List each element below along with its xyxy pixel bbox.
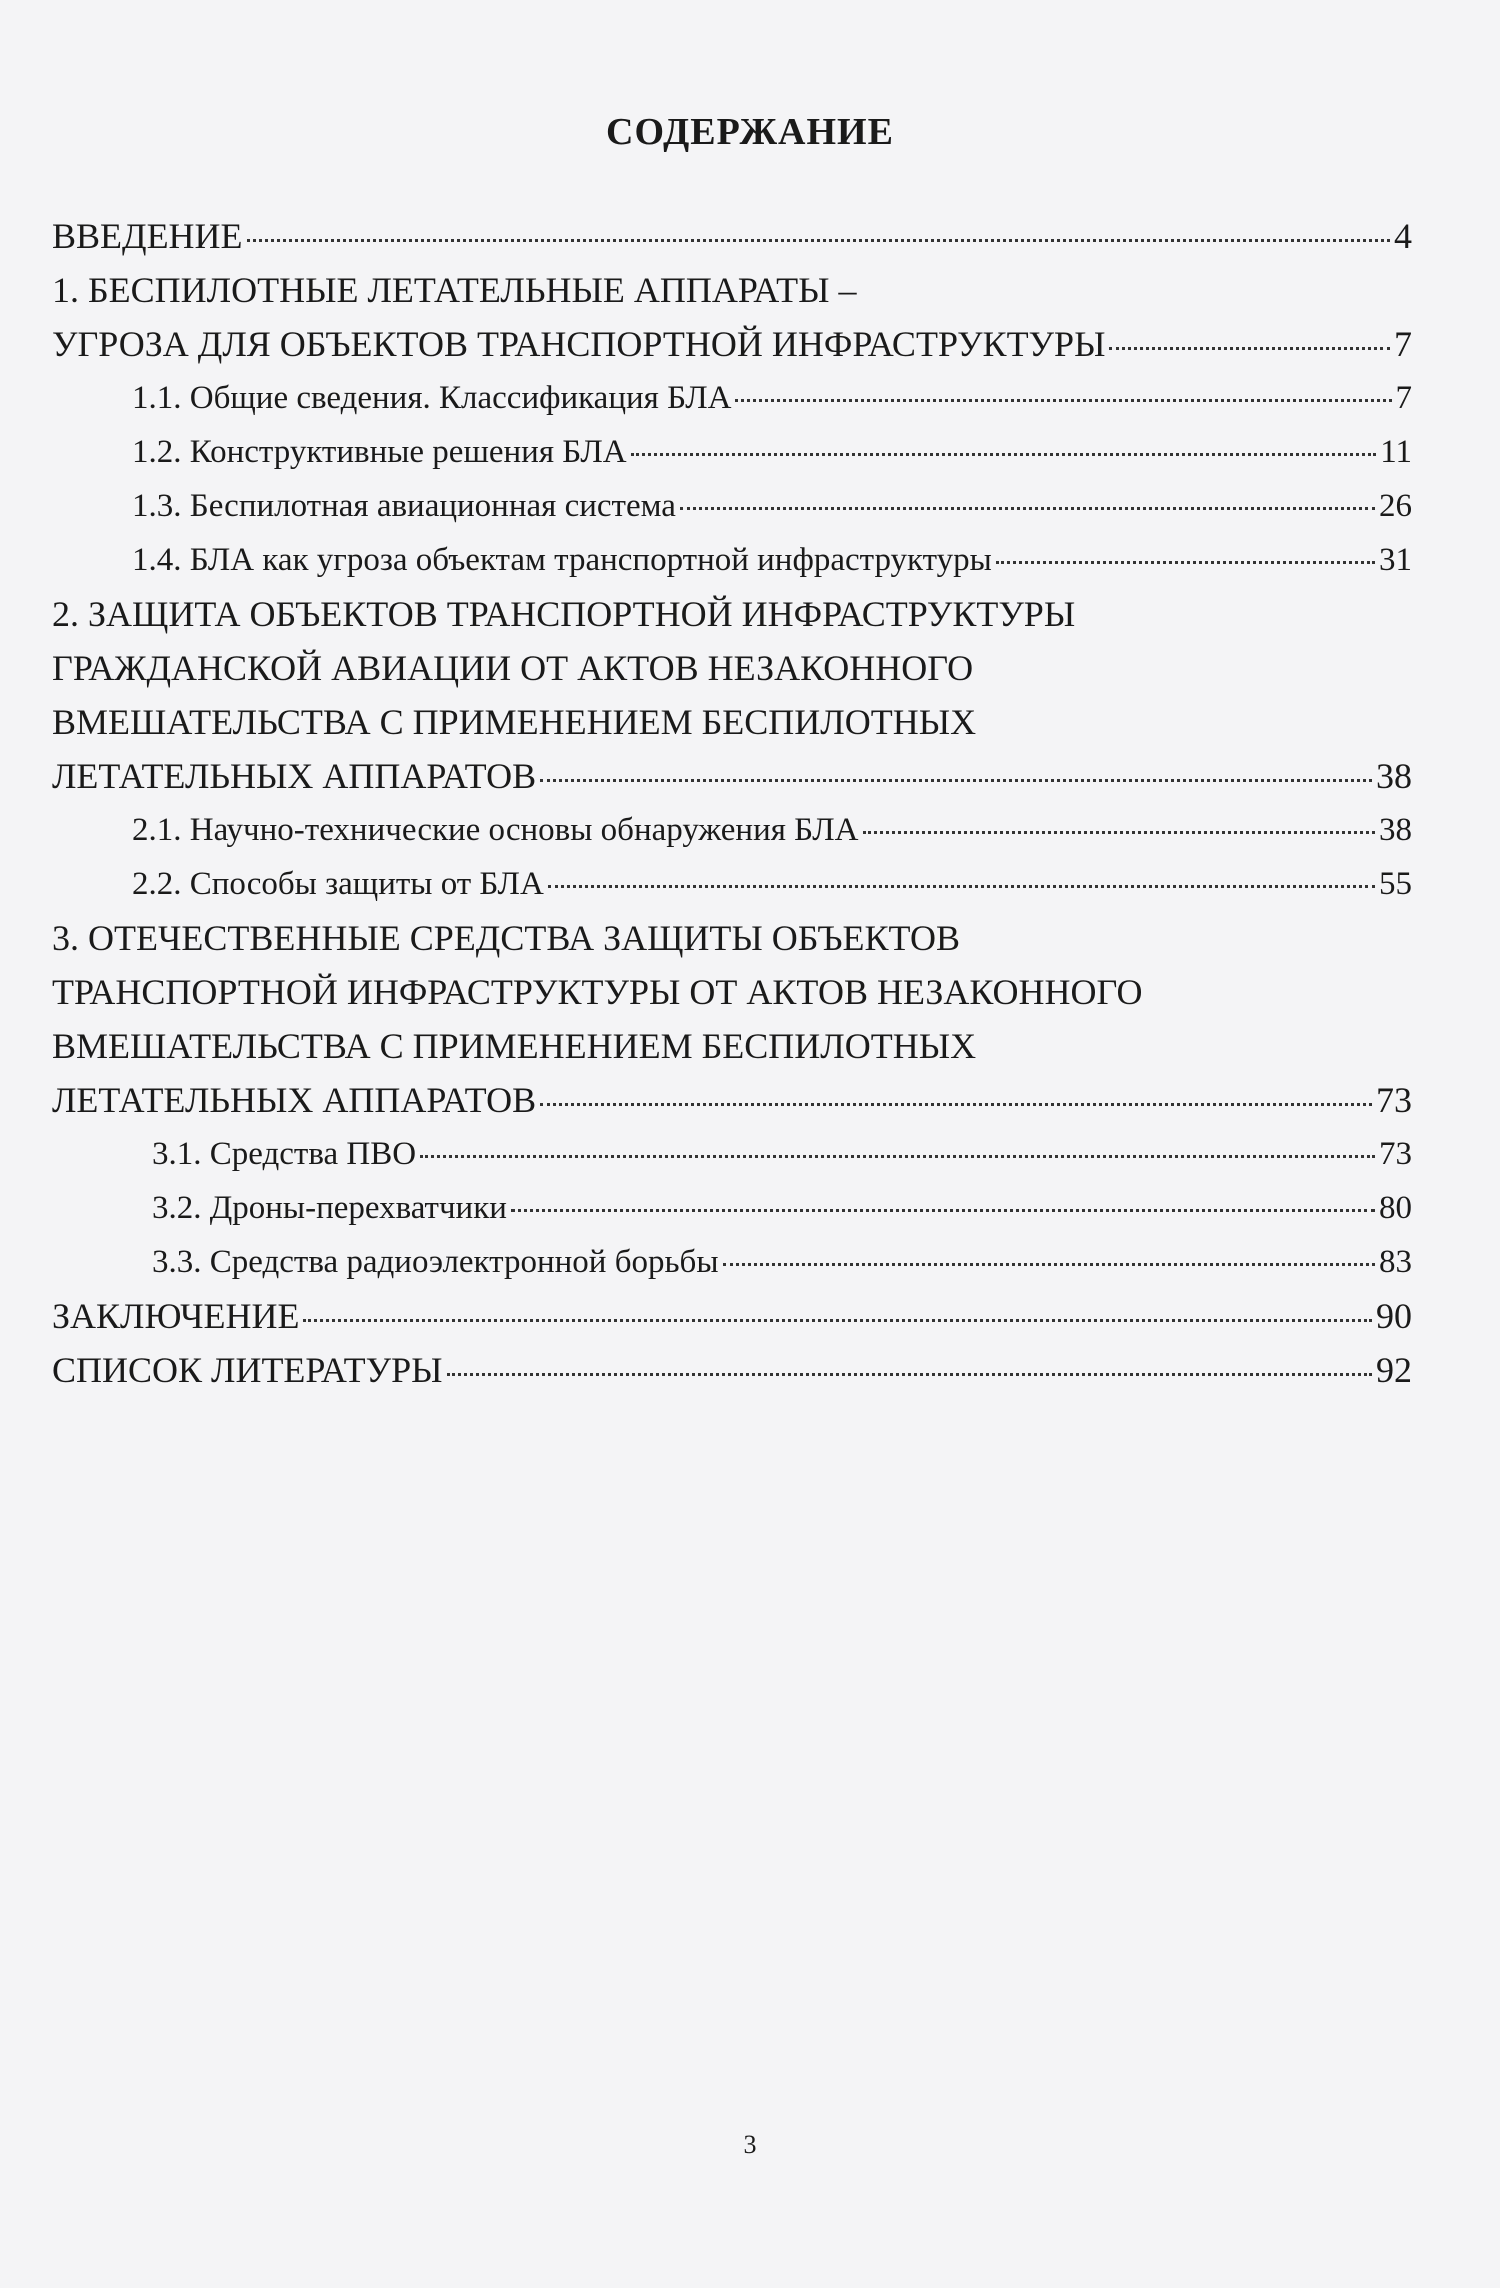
toc-chapter-heading: ТРАНСПОРТНОЙ ИНФРАСТРУКТУРЫ ОТ АКТОВ НЕЗАКОННОГО: [52, 972, 1143, 1012]
toc-chapter-heading: 2. ЗАЩИТА ОБЪЕКТОВ ТРАНСПОРТНОЙ ИНФРАСТРУКТУРЫ: [52, 594, 1076, 634]
toc-entry-chapter-1[interactable]: [52, 320, 1412, 368]
toc-leader-dots: [863, 831, 1375, 834]
toc-entry-intro[interactable]: [52, 212, 1412, 260]
toc-chapter-heading: 3. ОТЕЧЕСТВЕННЫЕ СРЕДСТВА ЗАЩИТЫ ОБЪЕКТОВ: [52, 918, 961, 958]
toc-entry-3-1[interactable]: [152, 1130, 1412, 1178]
toc-page-number: 73: [1379, 1136, 1412, 1172]
toc-chapter-heading: 1. БЕСПИЛОТНЫЕ ЛЕТАТЕЛЬНЫЕ АППАРАТЫ –: [52, 270, 857, 310]
toc-leader-dots: [1109, 347, 1390, 350]
toc-chapter-heading: ВМЕШАТЕЛЬСТВА С ПРИМЕНЕНИЕМ БЕСПИЛОТНЫХ: [52, 702, 977, 742]
toc-label: ВВЕДЕНИЕ: [52, 216, 243, 256]
toc-label: 3.2. Дроны-перехватчики: [152, 1190, 507, 1226]
toc-page-number: 26: [1379, 488, 1412, 524]
toc-entry-conclusion[interactable]: [52, 1292, 1412, 1340]
toc-leader-dots: [540, 779, 1372, 782]
toc-entry-chapter-2[interactable]: [52, 752, 1412, 800]
toc-page-number: 73: [1376, 1080, 1412, 1120]
toc-label: ЗАКЛЮЧЕНИЕ: [52, 1296, 300, 1336]
toc-leader-dots: [548, 885, 1375, 888]
toc-leader-dots: [247, 239, 1390, 242]
toc-label: 2.2. Способы защиты от БЛА: [132, 866, 544, 902]
toc-leader-dots: [996, 561, 1375, 564]
toc-page-number: 7: [1394, 324, 1412, 364]
toc-page-number: 55: [1379, 866, 1412, 902]
toc-page-number: 83: [1379, 1244, 1412, 1280]
toc-page-number: 38: [1376, 756, 1412, 796]
toc-page-number: 90: [1376, 1296, 1412, 1336]
toc-page-number: 4: [1394, 216, 1412, 256]
toc-leader-dots: [723, 1263, 1375, 1266]
toc-label: 1.1. Общие сведения. Классификация БЛА: [132, 380, 732, 416]
toc-label: 2.1. Научно-технические основы обнаружения БЛА: [132, 812, 859, 848]
toc-label: ЛЕТАТЕЛЬНЫХ АППАРАТОВ: [52, 1080, 537, 1120]
toc-entry-2-2[interactable]: [132, 860, 1412, 908]
toc-entry-3-3[interactable]: [152, 1238, 1412, 1286]
toc-entry-3-2[interactable]: [152, 1184, 1412, 1232]
toc-label: 1.3. Беспилотная авиационная система: [132, 488, 676, 524]
toc-page-number: 31: [1379, 542, 1412, 578]
toc-entry-1-3[interactable]: [132, 482, 1412, 530]
toc-leader-dots: [447, 1373, 1372, 1376]
toc-leader-dots: [631, 453, 1377, 456]
toc-label: 1.2. Конструктивные решения БЛА: [132, 434, 627, 470]
toc-chapter-heading: ВМЕШАТЕЛЬСТВА С ПРИМЕНЕНИЕМ БЕСПИЛОТНЫХ: [52, 1026, 977, 1066]
toc-page-number: 38: [1379, 812, 1412, 848]
toc-page-number: 7: [1395, 380, 1412, 416]
page-title: СОДЕРЖАНИЕ: [606, 111, 894, 153]
toc-page-number: 80: [1379, 1190, 1412, 1226]
toc-leader-dots: [680, 507, 1375, 510]
toc-leader-dots: [303, 1319, 1372, 1322]
toc-label: УГРОЗА ДЛЯ ОБЪЕКТОВ ТРАНСПОРТНОЙ ИНФРАСТРУКТУРЫ: [52, 324, 1106, 364]
toc-entry-references[interactable]: [52, 1346, 1412, 1394]
toc-entry-1-4[interactable]: [132, 536, 1412, 584]
toc-page-number: 92: [1376, 1350, 1412, 1390]
toc-leader-dots: [540, 1103, 1372, 1106]
toc-leader-dots: [420, 1155, 1375, 1158]
toc-label: СПИСОК ЛИТЕРАТУРЫ: [52, 1350, 443, 1390]
toc-label: 3.1. Средства ПВО: [152, 1136, 417, 1172]
toc-entry-chapter-3[interactable]: [52, 1076, 1412, 1124]
toc-entry-2-1[interactable]: [132, 806, 1412, 854]
toc-entry-1-2[interactable]: [132, 428, 1412, 476]
toc-chapter-heading: ГРАЖДАНСКОЙ АВИАЦИИ ОТ АКТОВ НЕЗАКОННОГО: [52, 648, 974, 688]
toc-label: 1.4. БЛА как угроза объектам транспортной инфраструктуры: [132, 542, 992, 578]
toc-page-number: 11: [1380, 434, 1412, 470]
toc-entry-1-1[interactable]: [132, 374, 1412, 422]
page-number: 3: [743, 2130, 757, 2159]
toc-label: ЛЕТАТЕЛЬНЫХ АППАРАТОВ: [52, 756, 537, 796]
toc-label: 3.3. Средства радиоэлектронной борьбы: [152, 1244, 719, 1280]
toc-leader-dots: [511, 1209, 1375, 1212]
toc-leader-dots: [735, 399, 1391, 402]
